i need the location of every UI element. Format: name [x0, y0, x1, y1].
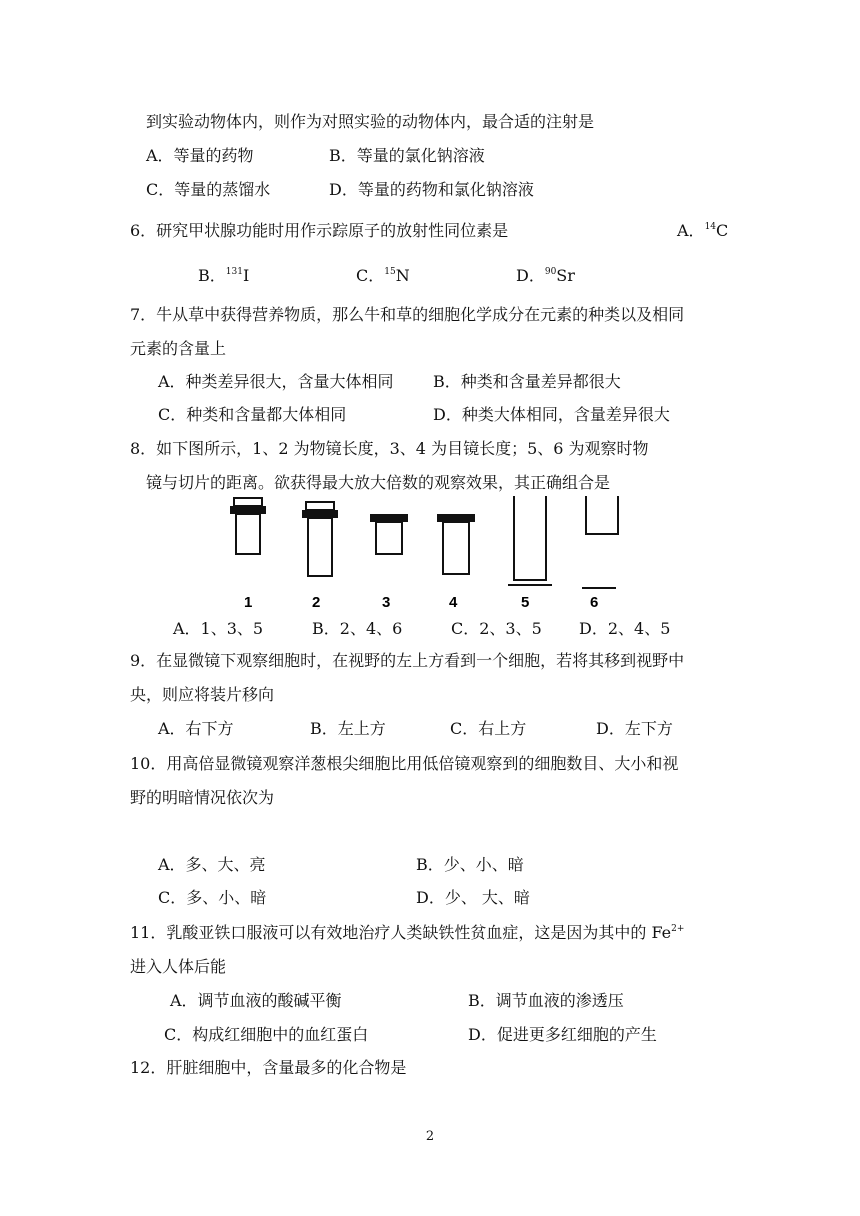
q9-option-d: D．左下方: [596, 719, 673, 738]
q11-option-b: B．调节血液的渗透压: [468, 991, 624, 1010]
q10-option-a: A．多、大、亮: [158, 855, 266, 874]
question-10-stem-line-2: 野的明暗情况依次为: [130, 788, 275, 807]
question-11-stem-line-1: 11．乳酸亚铁口服液可以有效地治疗人类缺铁性贫血症，这是因为其中的 $Fe^{2+}$: [130, 923, 685, 942]
q5-option-c: C．等量的蒸馏水: [146, 180, 271, 199]
lens-3: [370, 514, 408, 554]
q10-option-b: B．少、小、暗: [416, 855, 524, 874]
q6-option-d: D．$^{90}$Sr: [516, 266, 575, 285]
lens-label-1: 1: [244, 594, 253, 611]
lens-label-3: 3: [382, 594, 391, 611]
q7-option-d: D．种类大体相同，含量差异很大: [433, 405, 670, 424]
question-11-stem-line-2: 进入人体后能: [130, 957, 227, 976]
q8-option-a: A．1、3、5: [173, 619, 264, 638]
q9-option-a: A．右下方: [158, 719, 234, 738]
q7-option-b: B．种类和含量差异都很大: [433, 372, 621, 391]
lens-label-6: 6: [590, 594, 599, 611]
question-9-stem-line-1: 9．在显微镜下观察细胞时，在视野的左上方看到一个细胞，若将其移到视野中: [130, 651, 685, 670]
question-12-stem: 12．肝脏细胞中，含量最多的化合物是: [130, 1058, 407, 1077]
question-5-stem-continued: 到实验动物体内，则作为对照实验的动物体内，最合适的注射是: [146, 112, 595, 131]
q5-option-d: D．等量的药物和氯化钠溶液: [329, 180, 534, 199]
question-10-stem-line-1: 10．用高倍显微镜观察洋葱根尖细胞比用低倍镜观察到的细胞数目、大小和视: [130, 754, 679, 773]
lens-label-4: 4: [449, 594, 458, 611]
q6-option-b: B．$^{131}$I: [198, 266, 250, 285]
lens-label-2: 2: [312, 594, 321, 611]
q7-option-c: C．种类和含量都大体相同: [158, 405, 347, 424]
question-8-stem-line-1: 8．如下图所示，1、2 为物镜长度，3、4 为目镜长度；5、6 为观察时物: [130, 439, 649, 458]
question-7-stem-line-1: 7．牛从草中获得营养物质，那么牛和草的细胞化学成分在元素的种类以及相同: [130, 305, 685, 324]
lens-2: [302, 502, 338, 576]
q10-option-d: D．少、 大、暗: [416, 888, 530, 907]
q5-option-b: B．等量的氯化钠溶液: [329, 146, 485, 165]
question-6-stem: 6．研究甲状腺功能时用作示踪原子的放射性同位素是: [130, 221, 509, 240]
q10-option-c: C．多、小、暗: [158, 888, 267, 907]
lens-label-5: 5: [521, 594, 530, 611]
lens-4: [437, 514, 475, 574]
q11-option-a: A．调节血液的酸碱平衡: [170, 991, 342, 1010]
q8-option-c: C．2、3、5: [451, 619, 542, 638]
q6-option-a: A．$^{14}$C: [677, 221, 729, 240]
distance-5: [508, 496, 552, 585]
q5-option-a: A．等量的药物: [146, 146, 254, 165]
question-8-stem-line-2: 镜与切片的距离。欲获得最大放大倍数的观察效果，其正确组合是: [146, 473, 611, 492]
q9-option-b: B．左上方: [310, 719, 386, 738]
page-number: 2: [425, 1129, 435, 1144]
q9-option-c: C．右上方: [450, 719, 527, 738]
q8-option-b: B．2、4、6: [312, 619, 403, 638]
question-9-stem-line-2: 央，则应将装片移向: [130, 685, 275, 704]
q11-option-d: D．促进更多红细胞的产生: [468, 1025, 657, 1044]
q11-option-c: C．构成红细胞中的血红蛋白: [164, 1025, 369, 1044]
q7-option-a: A．种类差异很大，含量大体相同: [158, 372, 394, 391]
q6-option-c: C．$^{15}$N: [356, 266, 410, 285]
question-7-stem-line-2: 元素的含量上: [130, 339, 227, 358]
q8-option-d: D．2、4、5: [579, 619, 671, 638]
lens-1: [230, 498, 266, 554]
distance-6: [582, 496, 618, 588]
microscope-lens-figure: [200, 496, 640, 616]
